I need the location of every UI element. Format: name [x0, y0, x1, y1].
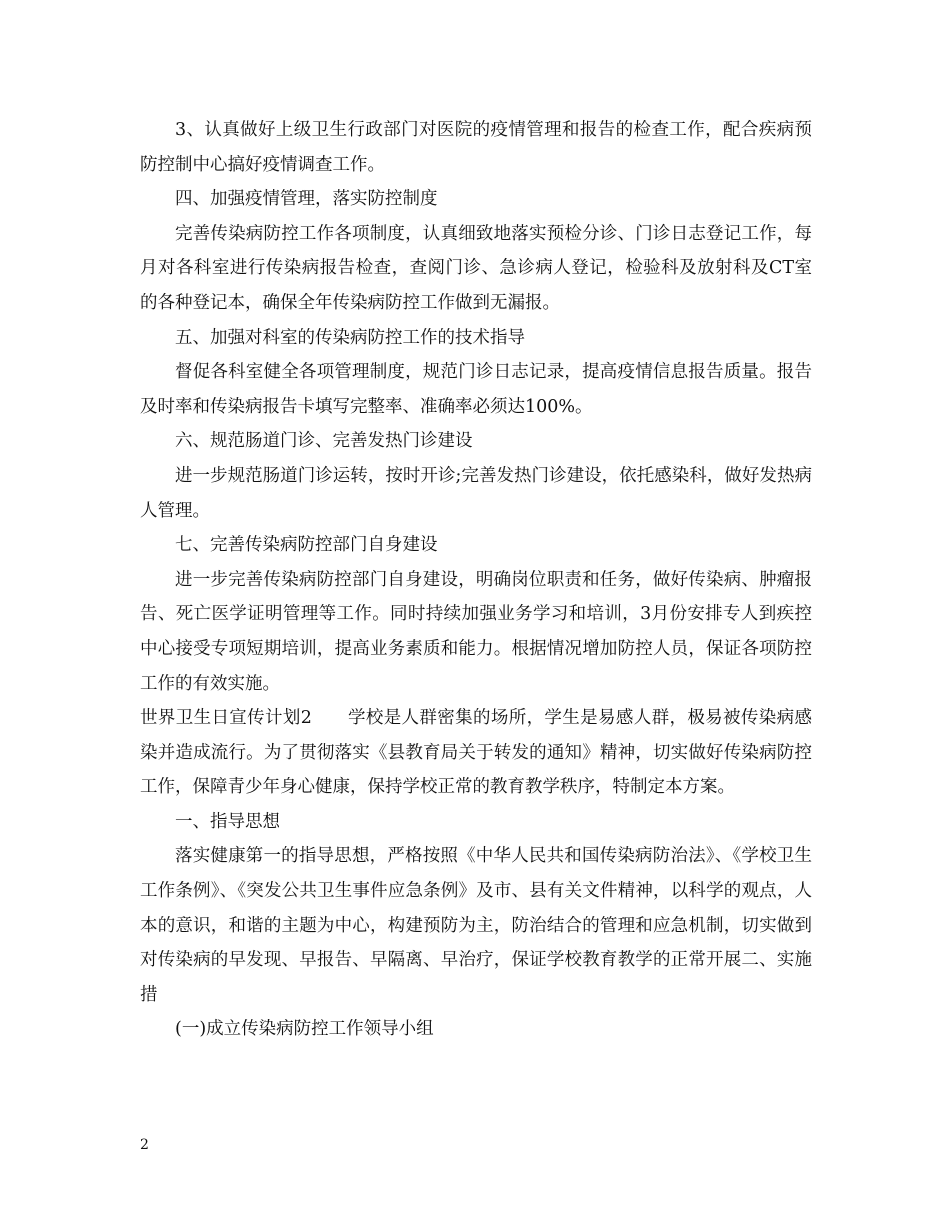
section-heading: 一、指导思想	[175, 811, 280, 832]
section-heading: 七、完善传染病防控部门自身建设	[175, 535, 438, 556]
section-heading: (一)成立传染病防控工作领导小组	[175, 1019, 434, 1040]
paragraph: 完善传染病防控工作各项制度，认真细致地落实预检分诊、门诊日志登记工作，每月对各科室进行传染病报告检查，查阅门诊、急诊病人登记，检验科及放射科及CT室的各种登记本，确保全年传染病防控工作做到无漏报。	[140, 223, 812, 313]
paragraph: 进一步完善传染病防控部门自身建设，明确岗位职责和任务，做好传染病、肿瘤报告、死亡医学证明管理等工作。同时持续加强业务学习和培训，3月份安排专人到疾控中心接受专项短期培训，提高业务素质和能力。根据情况增加防控人员，保证各项防控工作的有效实施。	[140, 569, 812, 694]
paragraph: 落实健康第一的指导思想，严格按照《中华人民共和国传染病防治法》、《学校卫生工作条例》、《突发公共卫生事件应急条例》及市、县有关文件精神，以科学的观点，人本的意识，和谐的主题为中心，构建预防为主，防治结合的管理和应急机制，切实做到对传染病的早发现、早报告、早隔离、早治疗，保证学校教育教学的正常开展二、实施措	[140, 846, 812, 1005]
section-heading: 五、加强对科室的传染病防控工作的技术指导	[175, 327, 525, 348]
paragraph: 督促各科室健全各项管理制度，规范门诊日志记录，提高疫情信息报告质量。报告及时率和传染病报告卡填写完整率、准确率必须达100%。	[140, 362, 812, 417]
paragraph: 进一步规范肠道门诊运转，按时开诊;完善发热门诊建设，依托感染科，做好发热病人管理。	[140, 465, 812, 521]
page-number: 2	[140, 1137, 149, 1153]
section-heading: 四、加强疫情管理，落实防控制度	[175, 189, 438, 210]
section-heading: 六、规范肠道门诊、完善发热门诊建设	[175, 431, 473, 452]
document-body	[140, 113, 812, 1047]
paragraph: 3、认真做好上级卫生行政部门对医院的疫情管理和报告的检查工作，配合疾病预防控制中心搞好疫情调查工作。	[140, 120, 812, 175]
paragraph: 世界卫生日宣传计划2 学校是人群密集的场所，学生是易感人群，极易被传染病感染并造成流行。为了贯彻落实《县教育局关于转发的通知》精神，切实做好传染病防控工作，保障青少年身心健康，保持学校正常的教育教学秩序，特制定本方案。	[140, 708, 812, 798]
